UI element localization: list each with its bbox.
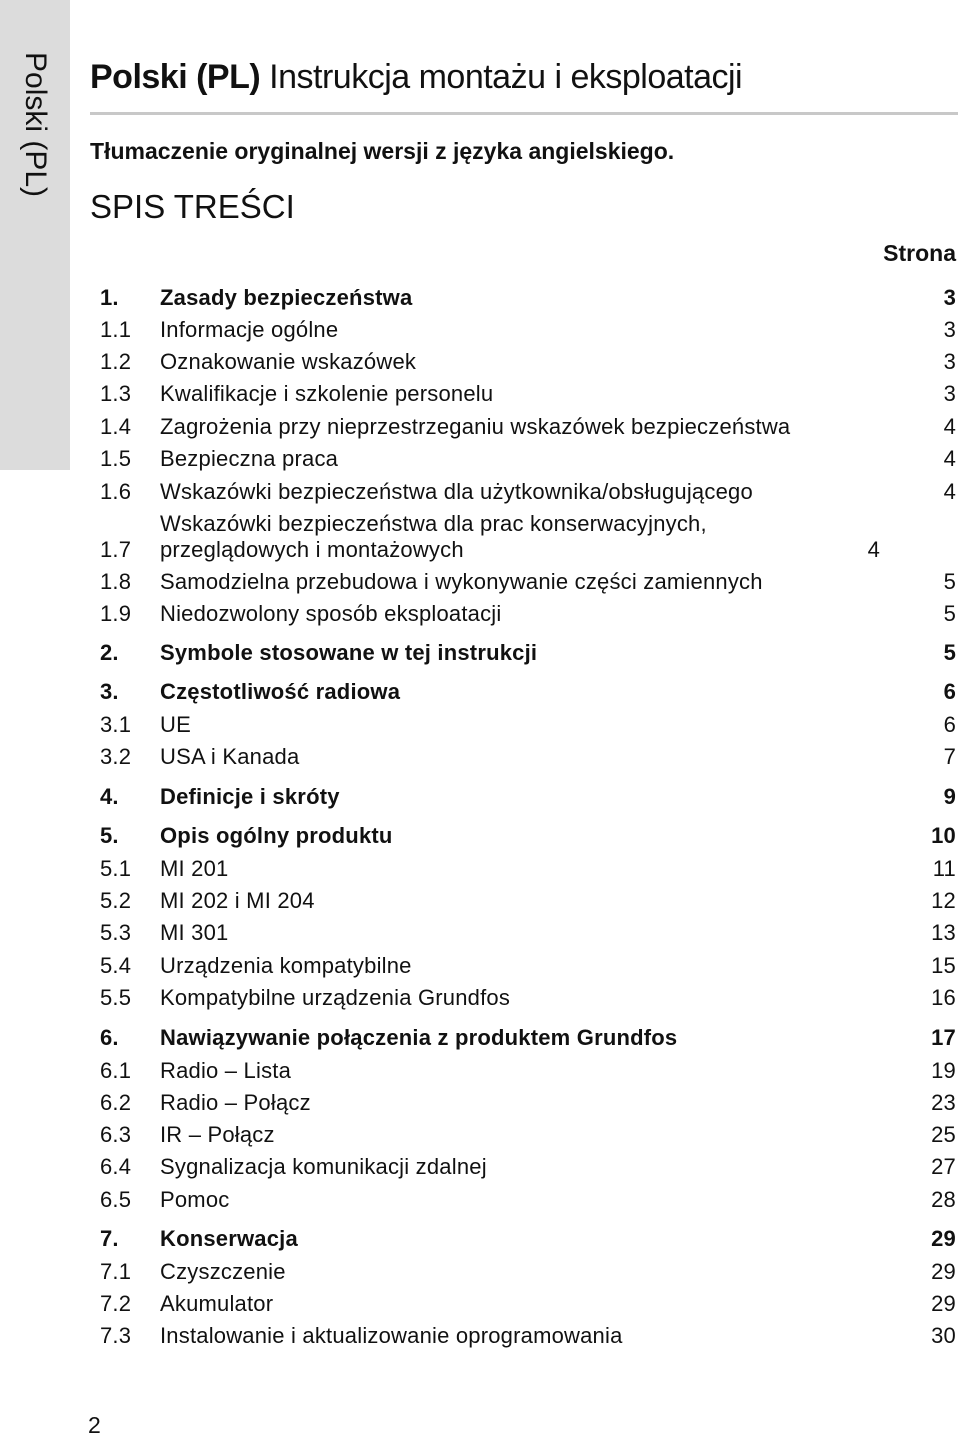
toc-entry-page: 25 (931, 1122, 956, 1147)
toc-entry-title: Akumulator (160, 1291, 274, 1316)
toc-entry-title: Zagrożenia przy nieprzestrzeganiu wskazówek bezpieczeństwa (160, 414, 791, 439)
toc-entry-number: 1.3 (100, 381, 132, 406)
toc-entry[interactable] (100, 744, 956, 770)
toc-entry-number: 7.3 (100, 1323, 132, 1348)
toc-entry-number: 5.5 (100, 985, 132, 1010)
toc-entry-title: Definicje i skróty (160, 784, 340, 809)
page-number: 2 (88, 1412, 101, 1438)
toc-entry[interactable] (100, 1291, 956, 1317)
toc-entry-page: 15 (931, 953, 956, 978)
toc-entry-page: 4 (943, 479, 956, 504)
toc-entry-number: 1.1 (100, 317, 132, 342)
toc-entry-page: 7 (943, 744, 956, 769)
toc-entry-title: Informacje ogólne (160, 317, 339, 342)
toc-entry-number: 3. (100, 679, 119, 704)
title-text: Instrukcja montażu i eksploatacji (269, 58, 743, 96)
toc-entry-title: Oznakowanie wskazówek (160, 349, 417, 374)
toc-entry-page: 3 (943, 285, 956, 310)
toc-entry[interactable] (100, 953, 956, 979)
toc-entry-number: 1.6 (100, 479, 132, 504)
toc-entry[interactable] (100, 888, 956, 914)
toc-entry-number: 1.5 (100, 446, 132, 471)
toc-entry-page: 29 (931, 1259, 956, 1284)
toc-entry-title: Wskazówki bezpieczeństwa dla użytkownika/obsługującego (160, 479, 753, 504)
toc-entry[interactable] (100, 601, 956, 627)
toc-entry[interactable] (100, 823, 956, 849)
toc-entry-title: Zasady bezpieczeństwa (160, 285, 413, 310)
toc-entry[interactable] (100, 784, 956, 810)
toc-entry-title: Pomoc (160, 1187, 230, 1212)
toc-entry-title: Instalowanie i aktualizowanie oprogramowania (160, 1323, 623, 1348)
toc-entry[interactable] (100, 856, 956, 882)
toc-entry-number: 5.2 (100, 888, 132, 913)
toc-entry-number: 5.4 (100, 953, 132, 978)
toc-entry-number: 6.3 (100, 1122, 132, 1147)
side-tab-label: Polski (PL) (19, 52, 52, 198)
toc-entry[interactable] (100, 1154, 956, 1180)
toc-entry-title: Kwalifikacje i szkolenie personelu (160, 381, 494, 406)
toc-entry-title: Nawiązywanie połączenia z produktem Grundfos (160, 1025, 678, 1050)
toc-entry-page: 10 (931, 823, 956, 848)
toc-entry[interactable] (100, 1187, 956, 1213)
toc-entry[interactable] (100, 920, 956, 946)
toc-entry[interactable] (100, 511, 956, 563)
toc-entry-page: 29 (931, 1291, 956, 1316)
toc-entry-number: 5.3 (100, 920, 132, 945)
toc-entry-title: Sygnalizacja komunikacji zdalnej (160, 1154, 487, 1179)
toc-entry-title: MI 301 (160, 920, 229, 945)
toc-entry-title: Częstotliwość radiowa (160, 679, 401, 704)
toc-entry-page: 3 (943, 381, 956, 406)
toc-entry-number: 5. (100, 823, 119, 848)
toc-entry[interactable] (100, 446, 956, 472)
toc-entry-title: Urządzenia kompatybilne (160, 953, 412, 978)
toc-entry[interactable] (100, 317, 956, 343)
toc-entry-title: Niedozwolony sposób eksploatacji (160, 601, 502, 626)
toc-entry-page: 28 (931, 1187, 956, 1212)
toc-entry-number: 2. (100, 640, 119, 665)
toc-entry[interactable] (100, 414, 956, 440)
toc-entry-number: 5.1 (100, 856, 132, 881)
toc-entry-number: 1.2 (100, 349, 132, 374)
toc-entry[interactable] (100, 381, 956, 407)
toc-entry-page: 13 (931, 920, 956, 945)
toc-entry[interactable] (100, 679, 956, 705)
toc-entry[interactable] (100, 985, 956, 1011)
toc-entry-title: MI 202 i MI 204 (160, 888, 315, 913)
toc-entry-page: 3 (943, 317, 956, 342)
toc-entry-page: 5 (943, 569, 956, 594)
toc-entry[interactable] (100, 1323, 956, 1349)
toc-entry-title: USA i Kanada (160, 744, 300, 769)
toc-entry-page: 30 (931, 1323, 956, 1348)
toc-entry-title: Bezpieczna praca (160, 446, 339, 471)
toc-entry-title: Konserwacja (160, 1226, 298, 1251)
toc-entry-page: 4 (867, 537, 880, 562)
toc-entry-title: Opis ogólny produktu (160, 823, 393, 848)
toc-entry-number: 6.2 (100, 1090, 132, 1115)
toc-entry[interactable] (100, 712, 956, 738)
toc-entry-page: 19 (931, 1058, 956, 1083)
toc-entry-page: 9 (943, 784, 956, 809)
toc-entry[interactable] (100, 569, 956, 595)
toc-entry-page: 12 (931, 888, 956, 913)
toc-entry-title: Wskazówki bezpieczeństwa dla prac konserwacyjnych, przeglądowych i montażowych (160, 511, 707, 562)
toc-entry-title: Czyszczenie (160, 1259, 286, 1284)
toc-entry-page: 11 (932, 856, 956, 881)
page-title (90, 58, 742, 97)
toc-entry-number: 7.1 (100, 1259, 132, 1284)
toc-entry-number: 6.1 (100, 1058, 132, 1083)
toc-entry[interactable] (100, 1259, 956, 1285)
toc-entry-number: 7. (100, 1226, 119, 1251)
toc-entry-page: 6 (943, 712, 956, 737)
toc-entry-title: Radio – Połącz (160, 1090, 311, 1115)
toc-entry-number: 1.7 (100, 537, 132, 562)
toc-entry-title: MI 201 (160, 856, 229, 881)
toc-entry-number: 1. (100, 285, 119, 310)
toc-entry-title: Symbole stosowane w tej instrukcji (160, 640, 538, 665)
toc-entry[interactable] (100, 349, 956, 375)
toc-entry-title: Kompatybilne urządzenia Grundfos (160, 985, 511, 1010)
toc-entry-page: 16 (931, 985, 956, 1010)
title-divider (90, 112, 958, 115)
toc-entry[interactable] (100, 640, 956, 666)
language-side-tab (0, 0, 70, 470)
toc-entry[interactable] (100, 1025, 956, 1051)
toc-entry-page: 3 (943, 349, 956, 374)
toc-entry-page: 29 (931, 1226, 956, 1251)
toc-entry-number: 7.2 (100, 1291, 132, 1316)
toc-entry-page: 6 (943, 679, 956, 704)
toc-entry-title: Radio – Lista (160, 1058, 292, 1083)
toc-entry-page: 4 (943, 446, 956, 471)
translation-note: Tłumaczenie oryginalnej wersji z języka angielskiego. (90, 138, 675, 164)
toc-entry[interactable] (100, 1122, 956, 1148)
toc-entry-title: IR – Połącz (160, 1122, 275, 1147)
toc-entry-page: 5 (943, 640, 956, 665)
toc-entry[interactable] (100, 1058, 956, 1084)
toc-entry-page: 23 (931, 1090, 956, 1115)
toc-entry-title: UE (160, 712, 191, 737)
toc-entry-number: 3.1 (100, 712, 132, 737)
toc-heading: SPIS TREŚCI (90, 188, 295, 225)
toc-entry-number: 6. (100, 1025, 119, 1050)
toc-entry-page: 27 (931, 1154, 956, 1179)
toc-entry-page: 5 (943, 601, 956, 626)
toc-entry-number: 1.9 (100, 601, 132, 626)
toc-entry-number: 6.4 (100, 1154, 132, 1179)
toc-entry-number: 1.8 (100, 569, 132, 594)
toc-entry-page: 4 (943, 414, 956, 439)
toc-page-column-label: Strona (883, 240, 956, 266)
toc-entry-title: Samodzielna przebudowa i wykonywanie części zamiennych (160, 569, 763, 594)
title-language: Polski (PL) (90, 58, 261, 96)
toc-entry-page: 17 (931, 1025, 956, 1050)
toc-entry[interactable] (100, 1226, 956, 1252)
toc-entry[interactable] (100, 285, 956, 311)
toc-entry[interactable] (100, 479, 956, 505)
toc-entry[interactable] (100, 1090, 956, 1116)
toc-entry-number: 6.5 (100, 1187, 132, 1212)
toc-entry-number: 4. (100, 784, 119, 809)
toc-entry-number: 3.2 (100, 744, 132, 769)
toc-entry-number: 1.4 (100, 414, 132, 439)
